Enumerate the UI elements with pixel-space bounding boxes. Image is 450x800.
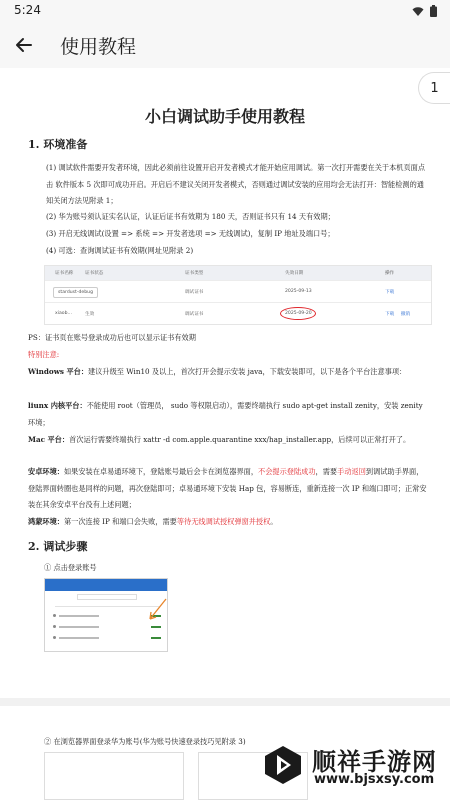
paragraph-1-text: (1) 调试软件需要开发者环境，因此必须前往设置开启开发者模式才能开始应用调试。第一次打开需要在关于本机页面点击 软件版本 5 次即可成功开启。开启后不建议关闭开发者模式，否则通过调试安装的应用均会无法打开：智能检测的通知关闭方法见附录 1； bbox=[46, 163, 426, 205]
login-screenshot-image bbox=[44, 578, 168, 652]
harmony-end: 。 bbox=[270, 517, 278, 526]
debug-tag: stardust-debug bbox=[53, 287, 98, 298]
linux-label: liunx 内核平台： bbox=[28, 401, 87, 410]
android-text-c: 到调试助手界面，登陆界面转圈也是同样的问题，再次登陆即可；卓易通环境下安装 Hap 包，容易断连，重新连接一次 IP 和端口即可；正常安装在其余安卓平台没有上述问题； bbox=[28, 467, 427, 509]
table-cell: 2025-09-13 bbox=[285, 289, 312, 294]
paragraph-4 bbox=[28, 243, 430, 260]
watermark-logo-icon bbox=[262, 744, 304, 786]
certificate-table-image bbox=[44, 265, 432, 325]
linux-note bbox=[28, 398, 430, 431]
watermark-name: 顺祥手游网 bbox=[312, 748, 437, 776]
mac-label: Mac 平台： bbox=[28, 435, 70, 444]
harmony-label: 鸿蒙环境： bbox=[28, 517, 64, 526]
pointer-arrow-icon bbox=[140, 597, 168, 627]
app-bar bbox=[0, 22, 450, 68]
back-button[interactable] bbox=[10, 31, 38, 59]
paragraph-3 bbox=[28, 226, 430, 243]
battery-icon bbox=[430, 5, 437, 17]
android-text-a: 如果安装在卓易通环境下，登陆账号最后会卡在浏览器界面， bbox=[63, 467, 259, 476]
android-note bbox=[28, 464, 430, 514]
col-actions: 操作 bbox=[385, 271, 395, 276]
section-title-environment: 1. 环境准备 bbox=[28, 138, 88, 151]
harmony-text: 第一次连接 IP 和端口会失败，需要 bbox=[63, 517, 177, 526]
paragraph-2 bbox=[28, 209, 430, 226]
list-text bbox=[59, 626, 99, 628]
android-red-a: 不会提示登陆成功 bbox=[258, 467, 316, 476]
android-text-b: ，需要 bbox=[315, 467, 338, 476]
windows-note bbox=[28, 364, 430, 381]
list-link bbox=[151, 637, 161, 639]
wifi-icon bbox=[412, 5, 424, 17]
page-number-indicator[interactable]: 1 bbox=[418, 72, 450, 104]
paragraph-4-text: (4) 可选：查询调试证书有效期(网址见附录 2) bbox=[46, 246, 194, 255]
windows-text: 建议升级至 Win10 及以上，首次打开会提示安装 java，下载安装即可，以下是各个平台注意事项： bbox=[88, 367, 407, 376]
status-bar bbox=[0, 0, 450, 22]
screenshot-header bbox=[45, 579, 167, 591]
certificate-table-header bbox=[45, 266, 431, 280]
harmony-note bbox=[28, 514, 430, 531]
linux-text: 不能使用 root（管理员， sudo 等权限启动），需要终端执行 sudo apt-get install zenity，安装 zenity 环境； bbox=[28, 401, 423, 427]
paragraph-1 bbox=[28, 160, 430, 210]
status-time: 5:24 bbox=[14, 3, 41, 17]
step-1: ① 点击登录账号 bbox=[44, 563, 97, 572]
list-icon bbox=[53, 636, 56, 639]
table-cell: xiaob... bbox=[55, 311, 72, 316]
col-cert-type: 证书类型 bbox=[185, 271, 204, 276]
col-cert-status: 证书状态 bbox=[85, 271, 104, 276]
table-cell: 调试证书 bbox=[185, 312, 204, 317]
section-title-steps: 2. 调试步骤 bbox=[28, 540, 88, 553]
harmony-red: 等待无线调试授权弹窗并授权 bbox=[176, 517, 271, 526]
paragraph-2-text: (2) 华为账号须认证实名认证，认证后证书有效期为 180 天，否则证书只有 14 天有效期； bbox=[46, 212, 335, 221]
table-row bbox=[45, 280, 431, 302]
screenshot-title-box bbox=[77, 594, 137, 600]
col-expiry: 失效日期 bbox=[285, 271, 304, 276]
special-notice: 特别注意: bbox=[28, 350, 60, 359]
browser-login-screenshot-image bbox=[44, 752, 184, 800]
document-title: 小白调试助手使用教程 bbox=[144, 107, 305, 126]
list-text bbox=[59, 637, 99, 639]
table-row bbox=[45, 302, 431, 324]
table-cell: 调试证书 bbox=[185, 290, 204, 295]
list-icon bbox=[53, 625, 56, 628]
revoke-link: 撤销 bbox=[401, 312, 411, 317]
page-title: 使用教程 bbox=[60, 36, 137, 58]
watermark-url: www.bjsxsy.com bbox=[314, 772, 435, 787]
paragraph-3-text: (3) 开启无线调试(设置 => 系统 => 开发者选项 => 无线调试)，复制 IP 地址及端口号； bbox=[46, 229, 335, 238]
download-link: 下载 bbox=[385, 312, 395, 317]
table-cell: 生效 bbox=[85, 312, 95, 317]
step-2: ② 在浏览器界面登录华为账号(华为账号快速登录技巧见附录 3) bbox=[44, 737, 246, 746]
windows-label: Windows 平台： bbox=[28, 367, 89, 376]
arrow-left-icon bbox=[15, 36, 33, 54]
download-link: 下载 bbox=[385, 290, 395, 295]
list-icon bbox=[53, 614, 56, 617]
android-red-b: 手动返回 bbox=[337, 467, 366, 476]
table-cell: 2025-09-20 bbox=[285, 311, 312, 316]
col-cert-name: 证书名称 bbox=[55, 271, 74, 276]
list-text bbox=[59, 615, 99, 617]
ps-note: PS：证书页在账号登录成功后也可以显示证书有效期 bbox=[28, 333, 196, 342]
mac-note bbox=[28, 432, 430, 449]
mac-text: 首次运行需要终端执行 xattr -d com.apple.quarantine xxx/hap_installer.app，后续可以正常打开了。 bbox=[69, 435, 411, 444]
android-label: 安卓环境： bbox=[28, 467, 64, 476]
highlight-circle bbox=[280, 307, 316, 320]
document-page[interactable] bbox=[0, 68, 450, 698]
